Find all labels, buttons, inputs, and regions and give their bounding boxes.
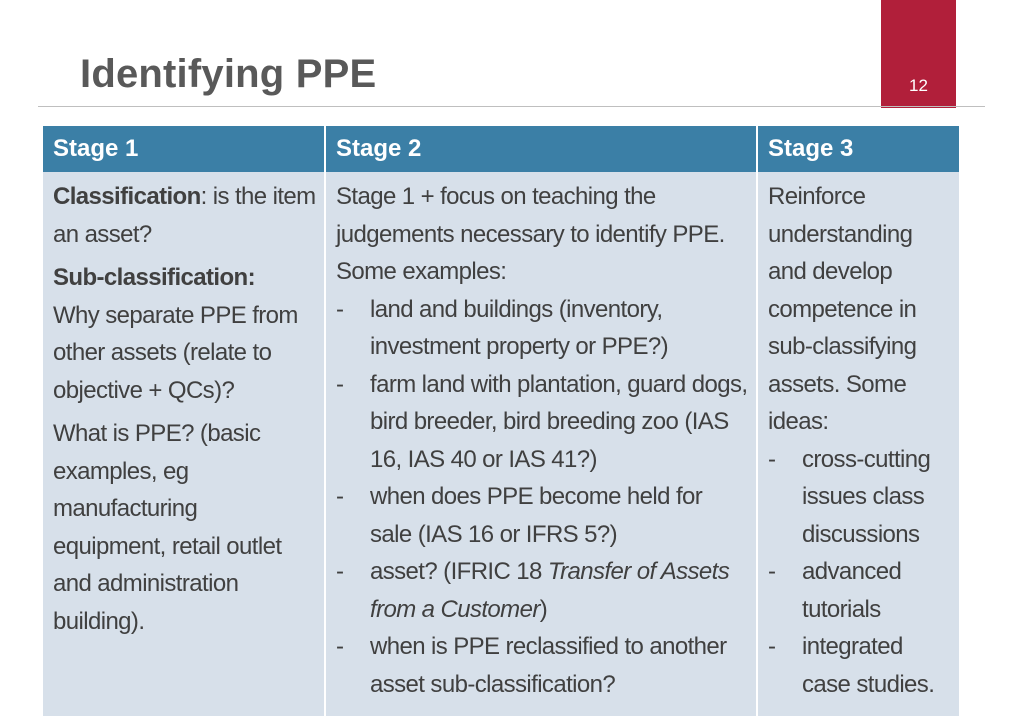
- standard-title-italic: Transfer of Assets from a Customer: [370, 558, 730, 623]
- list-item-text: when is PPE reclassified to another asset sub-classification?: [370, 633, 727, 698]
- list-item: [336, 366, 748, 479]
- stage-2-intro: Stage 1 + focus on teaching the judgements necessary to identify PPE. Some examples:: [336, 183, 725, 285]
- stage-1-cell: [43, 172, 325, 716]
- list-item: [768, 553, 951, 628]
- list-item-text: asset? (IFRIC 18: [370, 558, 548, 585]
- slide-title: Identifying PPE: [80, 52, 377, 96]
- list-item: [336, 478, 748, 553]
- dash-bullet: -: [768, 445, 776, 473]
- dash-bullet: -: [336, 633, 344, 660]
- header-stage-3: Stage 3: [757, 126, 959, 172]
- stage-2-cell: [325, 172, 757, 716]
- subclassification-label: Sub-classification:: [53, 264, 255, 291]
- stage-2-examples-list: [336, 291, 748, 704]
- page-number: 12: [909, 76, 928, 95]
- list-item-text: integrated case studies.: [802, 633, 935, 698]
- header-stage-2: Stage 2: [325, 126, 757, 172]
- stage-3-cell: [757, 172, 959, 716]
- subclassification-question: Why separate PPE from other assets (relate to objective + QCs)?: [53, 301, 298, 404]
- dash-bullet: -: [768, 558, 776, 585]
- dash-bullet: -: [768, 633, 776, 660]
- subclassification-text: [53, 259, 316, 409]
- what-is-ppe-text: What is PPE? (basic examples, eg manufacturing equipment, retail outlet and administration building).: [53, 420, 282, 635]
- table-header-row: [43, 126, 959, 172]
- list-item: [768, 628, 951, 703]
- list-item-text: when does PPE become held for sale (IAS 16 or IFRS 5?): [370, 483, 703, 548]
- title-divider: [38, 106, 985, 107]
- classification-question: : is the item an asset?: [53, 183, 316, 248]
- dash-bullet: -: [336, 483, 344, 510]
- list-item-text: farm land with plantation, guard dogs, bird breeder, bird breeding zoo (IAS 16, IAS 40 or IAS 41?): [370, 370, 748, 473]
- list-item-text: land and buildings (inventory, investment property or PPE?): [370, 295, 669, 360]
- dash-bullet: -: [336, 370, 344, 398]
- list-item: [768, 441, 951, 554]
- list-item: [336, 553, 748, 628]
- classification-label: Classification: [53, 183, 201, 210]
- list-item-text-end: ): [539, 595, 548, 623]
- dash-bullet: -: [336, 295, 344, 323]
- dash-bullet: -: [336, 558, 344, 585]
- list-item-text: cross-cutting issues class discussions: [802, 445, 931, 548]
- list-item-text: advanced tutorials: [802, 558, 902, 623]
- classification-text: [53, 178, 316, 253]
- list-item: [336, 628, 748, 703]
- stage-3-intro: Reinforce understanding and develop competence in sub-classifying assets. Some ideas:: [768, 183, 917, 435]
- header-stage-1: Stage 1: [43, 126, 325, 172]
- stage-3-ideas-list: [768, 441, 951, 704]
- table-row: [43, 172, 959, 716]
- stages-table: [43, 126, 959, 716]
- list-item: [336, 291, 748, 366]
